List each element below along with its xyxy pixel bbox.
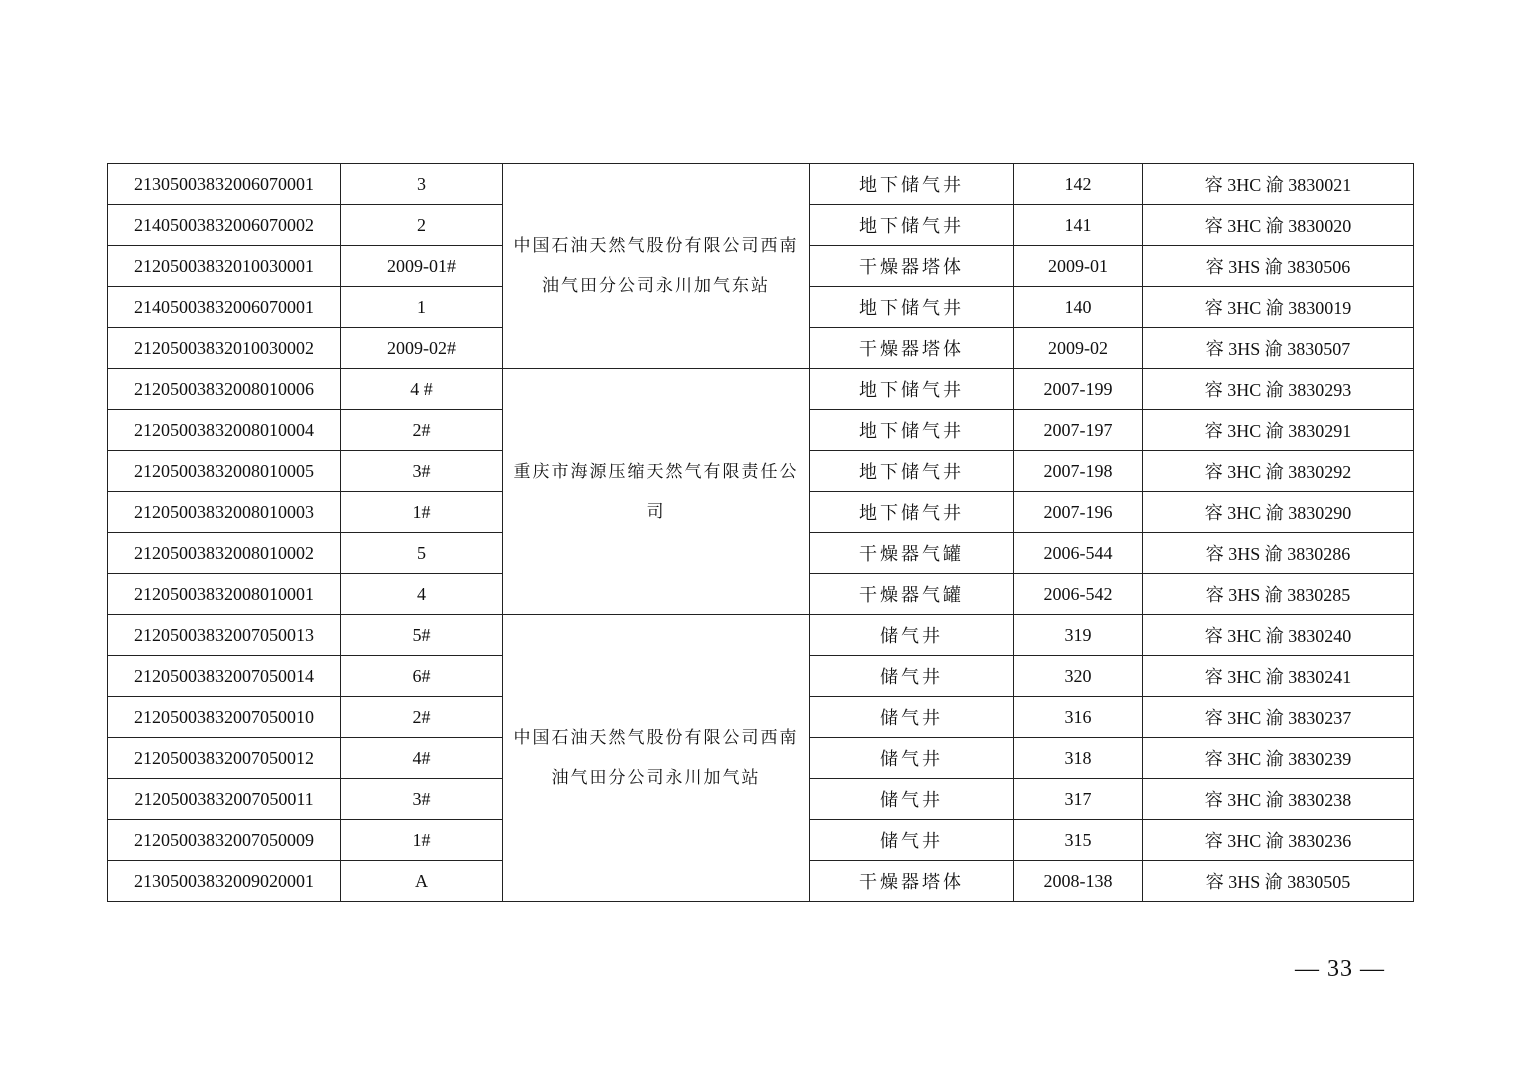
equipment-type-cell: 干燥器气罐 — [810, 533, 1014, 574]
registration-code-cell: 21305003832009020001 — [108, 861, 341, 902]
page-number: — 33 — — [1295, 956, 1385, 982]
internal-number-cell: 2# — [341, 410, 503, 451]
equipment-type-cell: 地下储气井 — [810, 369, 1014, 410]
equipment-type-cell: 干燥器气罐 — [810, 574, 1014, 615]
registration-code-cell: 21205003832010030001 — [108, 246, 341, 287]
certificate-number-cell: 容 3HC 渝 3830020 — [1143, 205, 1414, 246]
certificate-number-cell: 容 3HC 渝 3830290 — [1143, 492, 1414, 533]
equipment-type-cell: 地下储气井 — [810, 410, 1014, 451]
factory-number-cell: 317 — [1014, 779, 1143, 820]
factory-number-cell: 2006-542 — [1014, 574, 1143, 615]
factory-number-cell: 319 — [1014, 615, 1143, 656]
certificate-number-cell: 容 3HC 渝 3830239 — [1143, 738, 1414, 779]
registration-code-cell: 21205003832008010006 — [108, 369, 341, 410]
table-row — [108, 615, 1414, 656]
internal-number-cell: 4 — [341, 574, 503, 615]
certificate-number-cell: 容 3HS 渝 3830506 — [1143, 246, 1414, 287]
registration-code-cell: 21205003832007050012 — [108, 738, 341, 779]
table-body — [108, 164, 1414, 902]
table-row — [108, 164, 1414, 205]
equipment-type-cell: 干燥器塔体 — [810, 861, 1014, 902]
equipment-type-cell: 储气井 — [810, 820, 1014, 861]
internal-number-cell: 3 — [341, 164, 503, 205]
factory-number-cell: 316 — [1014, 697, 1143, 738]
registration-code-cell: 21205003832008010004 — [108, 410, 341, 451]
factory-number-cell: 318 — [1014, 738, 1143, 779]
internal-number-cell: 1# — [341, 820, 503, 861]
factory-number-cell: 2007-199 — [1014, 369, 1143, 410]
internal-number-cell: 5# — [341, 615, 503, 656]
internal-number-cell: 2# — [341, 697, 503, 738]
certificate-number-cell: 容 3HC 渝 3830291 — [1143, 410, 1414, 451]
equipment-type-cell: 储气井 — [810, 738, 1014, 779]
equipment-registry-table — [107, 163, 1414, 902]
certificate-number-cell: 容 3HC 渝 3830238 — [1143, 779, 1414, 820]
registration-code-cell: 21205003832008010001 — [108, 574, 341, 615]
registration-code-cell: 21205003832007050014 — [108, 656, 341, 697]
factory-number-cell: 140 — [1014, 287, 1143, 328]
registration-code-cell: 21305003832006070001 — [108, 164, 341, 205]
equipment-type-cell: 地下储气井 — [810, 451, 1014, 492]
registration-code-cell: 21205003832008010003 — [108, 492, 341, 533]
factory-number-cell: 2009-01 — [1014, 246, 1143, 287]
factory-number-cell: 320 — [1014, 656, 1143, 697]
factory-number-cell: 2006-544 — [1014, 533, 1143, 574]
factory-number-cell: 141 — [1014, 205, 1143, 246]
factory-number-cell: 2008-138 — [1014, 861, 1143, 902]
certificate-number-cell: 容 3HC 渝 3830237 — [1143, 697, 1414, 738]
internal-number-cell: 1# — [341, 492, 503, 533]
unit-name-cell: 中国石油天然气股份有限公司西南油气田分公司永川加气站 — [503, 615, 810, 902]
unit-name-cell: 重庆市海源压缩天然气有限责任公司 — [503, 369, 810, 615]
certificate-number-cell: 容 3HC 渝 3830240 — [1143, 615, 1414, 656]
certificate-number-cell: 容 3HS 渝 3830286 — [1143, 533, 1414, 574]
certificate-number-cell: 容 3HC 渝 3830236 — [1143, 820, 1414, 861]
certificate-number-cell: 容 3HS 渝 3830285 — [1143, 574, 1414, 615]
registration-code-cell: 21205003832008010002 — [108, 533, 341, 574]
internal-number-cell: 6# — [341, 656, 503, 697]
table-row — [108, 369, 1414, 410]
internal-number-cell: 5 — [341, 533, 503, 574]
equipment-type-cell: 储气井 — [810, 779, 1014, 820]
equipment-type-cell: 储气井 — [810, 656, 1014, 697]
certificate-number-cell: 容 3HC 渝 3830293 — [1143, 369, 1414, 410]
internal-number-cell: 4 # — [341, 369, 503, 410]
equipment-type-cell: 储气井 — [810, 697, 1014, 738]
internal-number-cell: 1 — [341, 287, 503, 328]
internal-number-cell: 2009-02# — [341, 328, 503, 369]
internal-number-cell: 3# — [341, 451, 503, 492]
factory-number-cell: 2007-197 — [1014, 410, 1143, 451]
certificate-number-cell: 容 3HC 渝 3830019 — [1143, 287, 1414, 328]
registration-code-cell: 21205003832007050010 — [108, 697, 341, 738]
certificate-number-cell: 容 3HC 渝 3830241 — [1143, 656, 1414, 697]
registration-code-cell: 21205003832007050013 — [108, 615, 341, 656]
certificate-number-cell: 容 3HS 渝 3830507 — [1143, 328, 1414, 369]
registration-code-cell: 21205003832007050011 — [108, 779, 341, 820]
internal-number-cell: A — [341, 861, 503, 902]
certificate-number-cell: 容 3HC 渝 3830021 — [1143, 164, 1414, 205]
internal-number-cell: 2009-01# — [341, 246, 503, 287]
factory-number-cell: 2007-198 — [1014, 451, 1143, 492]
registration-code-cell: 21205003832007050009 — [108, 820, 341, 861]
registration-code-cell: 21405003832006070001 — [108, 287, 341, 328]
internal-number-cell: 4# — [341, 738, 503, 779]
equipment-type-cell: 干燥器塔体 — [810, 328, 1014, 369]
registration-code-cell: 21205003832010030002 — [108, 328, 341, 369]
equipment-type-cell: 地下储气井 — [810, 287, 1014, 328]
equipment-type-cell: 地下储气井 — [810, 492, 1014, 533]
registration-code-cell: 21405003832006070002 — [108, 205, 341, 246]
factory-number-cell: 2009-02 — [1014, 328, 1143, 369]
equipment-type-cell: 地下储气井 — [810, 205, 1014, 246]
internal-number-cell: 3# — [341, 779, 503, 820]
factory-number-cell: 2007-196 — [1014, 492, 1143, 533]
unit-name-cell: 中国石油天然气股份有限公司西南油气田分公司永川加气东站 — [503, 164, 810, 369]
internal-number-cell: 2 — [341, 205, 503, 246]
registration-code-cell: 21205003832008010005 — [108, 451, 341, 492]
factory-number-cell: 315 — [1014, 820, 1143, 861]
factory-number-cell: 142 — [1014, 164, 1143, 205]
equipment-type-cell: 地下储气井 — [810, 164, 1014, 205]
equipment-type-cell: 干燥器塔体 — [810, 246, 1014, 287]
certificate-number-cell: 容 3HS 渝 3830505 — [1143, 861, 1414, 902]
certificate-number-cell: 容 3HC 渝 3830292 — [1143, 451, 1414, 492]
equipment-type-cell: 储气井 — [810, 615, 1014, 656]
